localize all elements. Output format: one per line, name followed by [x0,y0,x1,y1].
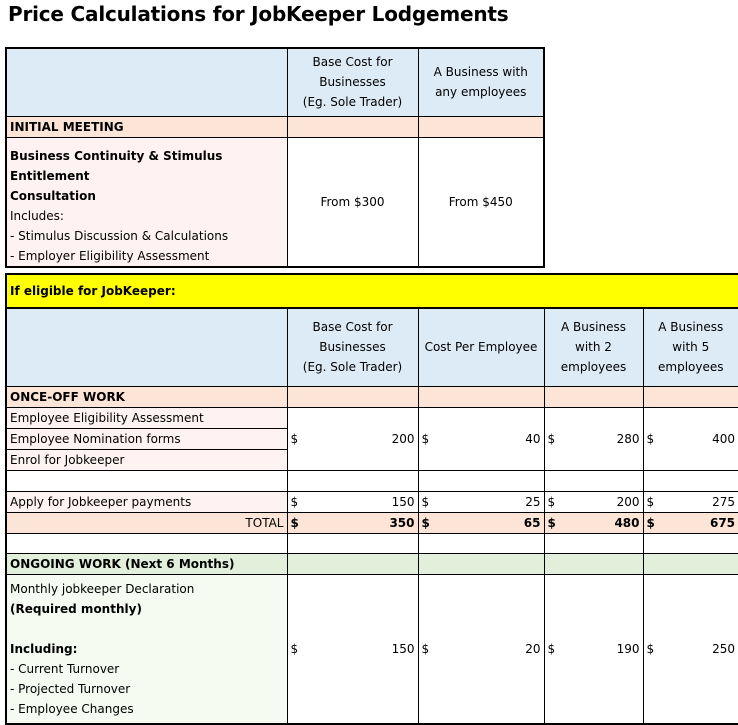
currency-symbol: $ [290,431,299,446]
spacer [10,619,284,639]
header-base-cost [287,308,418,386]
section-fill [418,553,544,574]
header-cost-per-employee: Cost Per Employee [418,308,544,386]
consultation-title: Business Continuity & Stimulus Entitlement [10,148,223,183]
total-per-value: 65 [523,515,541,530]
includes-label: Includes: [10,208,64,223]
blank-row [418,533,544,553]
section-fill [418,386,544,407]
currency-symbol: $ [646,494,655,509]
once-off-two-value: 280 [616,431,640,446]
apply-per-cell [418,491,544,512]
page-title: Price Calculations for JobKeeper Lodgements [8,2,509,26]
header-two-line1: A Business [561,320,626,335]
apply-two-cell [544,491,643,512]
jobkeeper-table [5,273,738,725]
header-base-line3: (Eg. Sole Trader) [302,95,403,110]
currency-symbol: $ [547,641,556,656]
header-base-line3: (Eg. Sole Trader) [302,360,403,375]
header-five-line1: A Business [658,320,724,335]
header-two-line3: employees [560,360,627,375]
blank-row [643,470,738,491]
section-fill [418,116,544,137]
apply-item: Apply for Jobkeeper payments [6,491,287,512]
section-once-off: ONCE-OFF WORK [6,386,287,407]
header-blank-cell [6,48,287,116]
total-five-value: 675 [709,515,736,530]
header-base-line1: Base Cost for [312,55,393,70]
once-off-five-cell [643,407,738,470]
once-off-item: Enrol for Jobkeeper [6,449,287,470]
including-label: Including: [10,641,78,656]
blank-row [287,533,418,553]
include-projected-turnover: - Projected Turnover [10,681,131,696]
currency-symbol: $ [290,515,299,530]
apply-per-value: 25 [525,494,541,509]
apply-base-value: 150 [391,494,415,509]
blank-row [418,470,544,491]
once-off-base-cell [287,407,418,470]
header-five-employees [643,308,738,386]
ongoing-five-cell [643,574,738,724]
header-emp-line1: A Business with [433,65,528,80]
currency-symbol: $ [421,431,430,446]
currency-symbol: $ [290,494,299,509]
header-five-line3: employees [658,360,724,375]
currency-symbol: $ [421,494,430,509]
consultation-item [6,137,287,267]
currency-symbol: $ [646,431,655,446]
currency-symbol: $ [421,515,430,530]
once-off-base-value: 200 [391,431,415,446]
ongoing-two-value: 190 [616,641,640,656]
ongoing-five-value: 250 [712,641,736,656]
declaration-title: Monthly jobkeeper Declaration [10,581,195,596]
eligible-banner: If eligible for JobKeeper: [6,274,738,308]
currency-symbol: $ [290,641,299,656]
blank-row [643,533,738,553]
section-fill [287,386,418,407]
section-fill [287,553,418,574]
include-stimulus: - Stimulus Discussion & Calculations [10,228,229,243]
currency-symbol: $ [646,641,655,656]
apply-five-cell [643,491,738,512]
once-off-per-value: 40 [525,431,541,446]
once-off-item: Employee Nomination forms [6,428,287,449]
header-base-cost [287,48,418,116]
section-initial-meeting: INITIAL MEETING [6,116,287,137]
currency-symbol: $ [547,431,556,446]
blank-row [544,533,643,553]
currency-symbol: $ [547,494,556,509]
total-base-value: 350 [389,515,415,530]
initial-meeting-table [5,47,545,268]
ongoing-per-cell [418,574,544,724]
ongoing-per-value: 20 [525,641,541,656]
header-base-line2: Businesses [319,340,386,355]
currency-symbol: $ [547,515,556,530]
header-any-employees [418,48,544,116]
apply-five-value: 275 [712,494,736,509]
section-fill [544,386,643,407]
total-per-cell [418,512,544,533]
header-emp-line2: any employees [435,85,527,100]
header-two-employees [544,308,643,386]
header-base-line1: Base Cost for [312,320,393,335]
header-base-line2: Businesses [319,75,386,90]
total-five-cell [643,512,738,533]
total-two-value: 480 [614,515,640,530]
include-eligibility: - Employer Eligibility Assessment [10,248,210,263]
include-employee-changes: - Employee Changes [10,701,134,716]
total-label: TOTAL [6,512,287,533]
section-ongoing: ONGOING WORK (Next 6 Months) [6,553,287,574]
once-off-item: Employee Eligibility Assessment [6,407,287,428]
total-two-cell [544,512,643,533]
price-base-cost: From $300 [287,137,418,267]
section-fill [643,553,738,574]
blank-row [544,470,643,491]
apply-base-cell [287,491,418,512]
once-off-per-cell [418,407,544,470]
apply-two-value: 200 [616,494,640,509]
ongoing-item [6,574,287,724]
currency-symbol: $ [646,515,655,530]
ongoing-base-cell [287,574,418,724]
section-fill [643,386,738,407]
total-base-cell [287,512,418,533]
ongoing-base-value: 150 [391,641,415,656]
section-fill [544,553,643,574]
header-five-line2: with 5 [672,340,710,355]
header-blank-cell [6,308,287,386]
include-current-turnover: - Current Turnover [10,661,120,676]
blank-row [287,470,418,491]
section-fill [287,116,418,137]
price-any-employees: From $450 [418,137,544,267]
blank-row [6,533,287,553]
consultation-title-cont: Consultation [10,188,96,203]
once-off-five-value: 400 [712,431,736,446]
ongoing-two-cell [544,574,643,724]
currency-symbol: $ [421,641,430,656]
once-off-two-cell [544,407,643,470]
header-two-line2: with 2 [575,340,612,355]
declaration-note: (Required monthly) [10,601,142,616]
blank-row [6,470,287,491]
